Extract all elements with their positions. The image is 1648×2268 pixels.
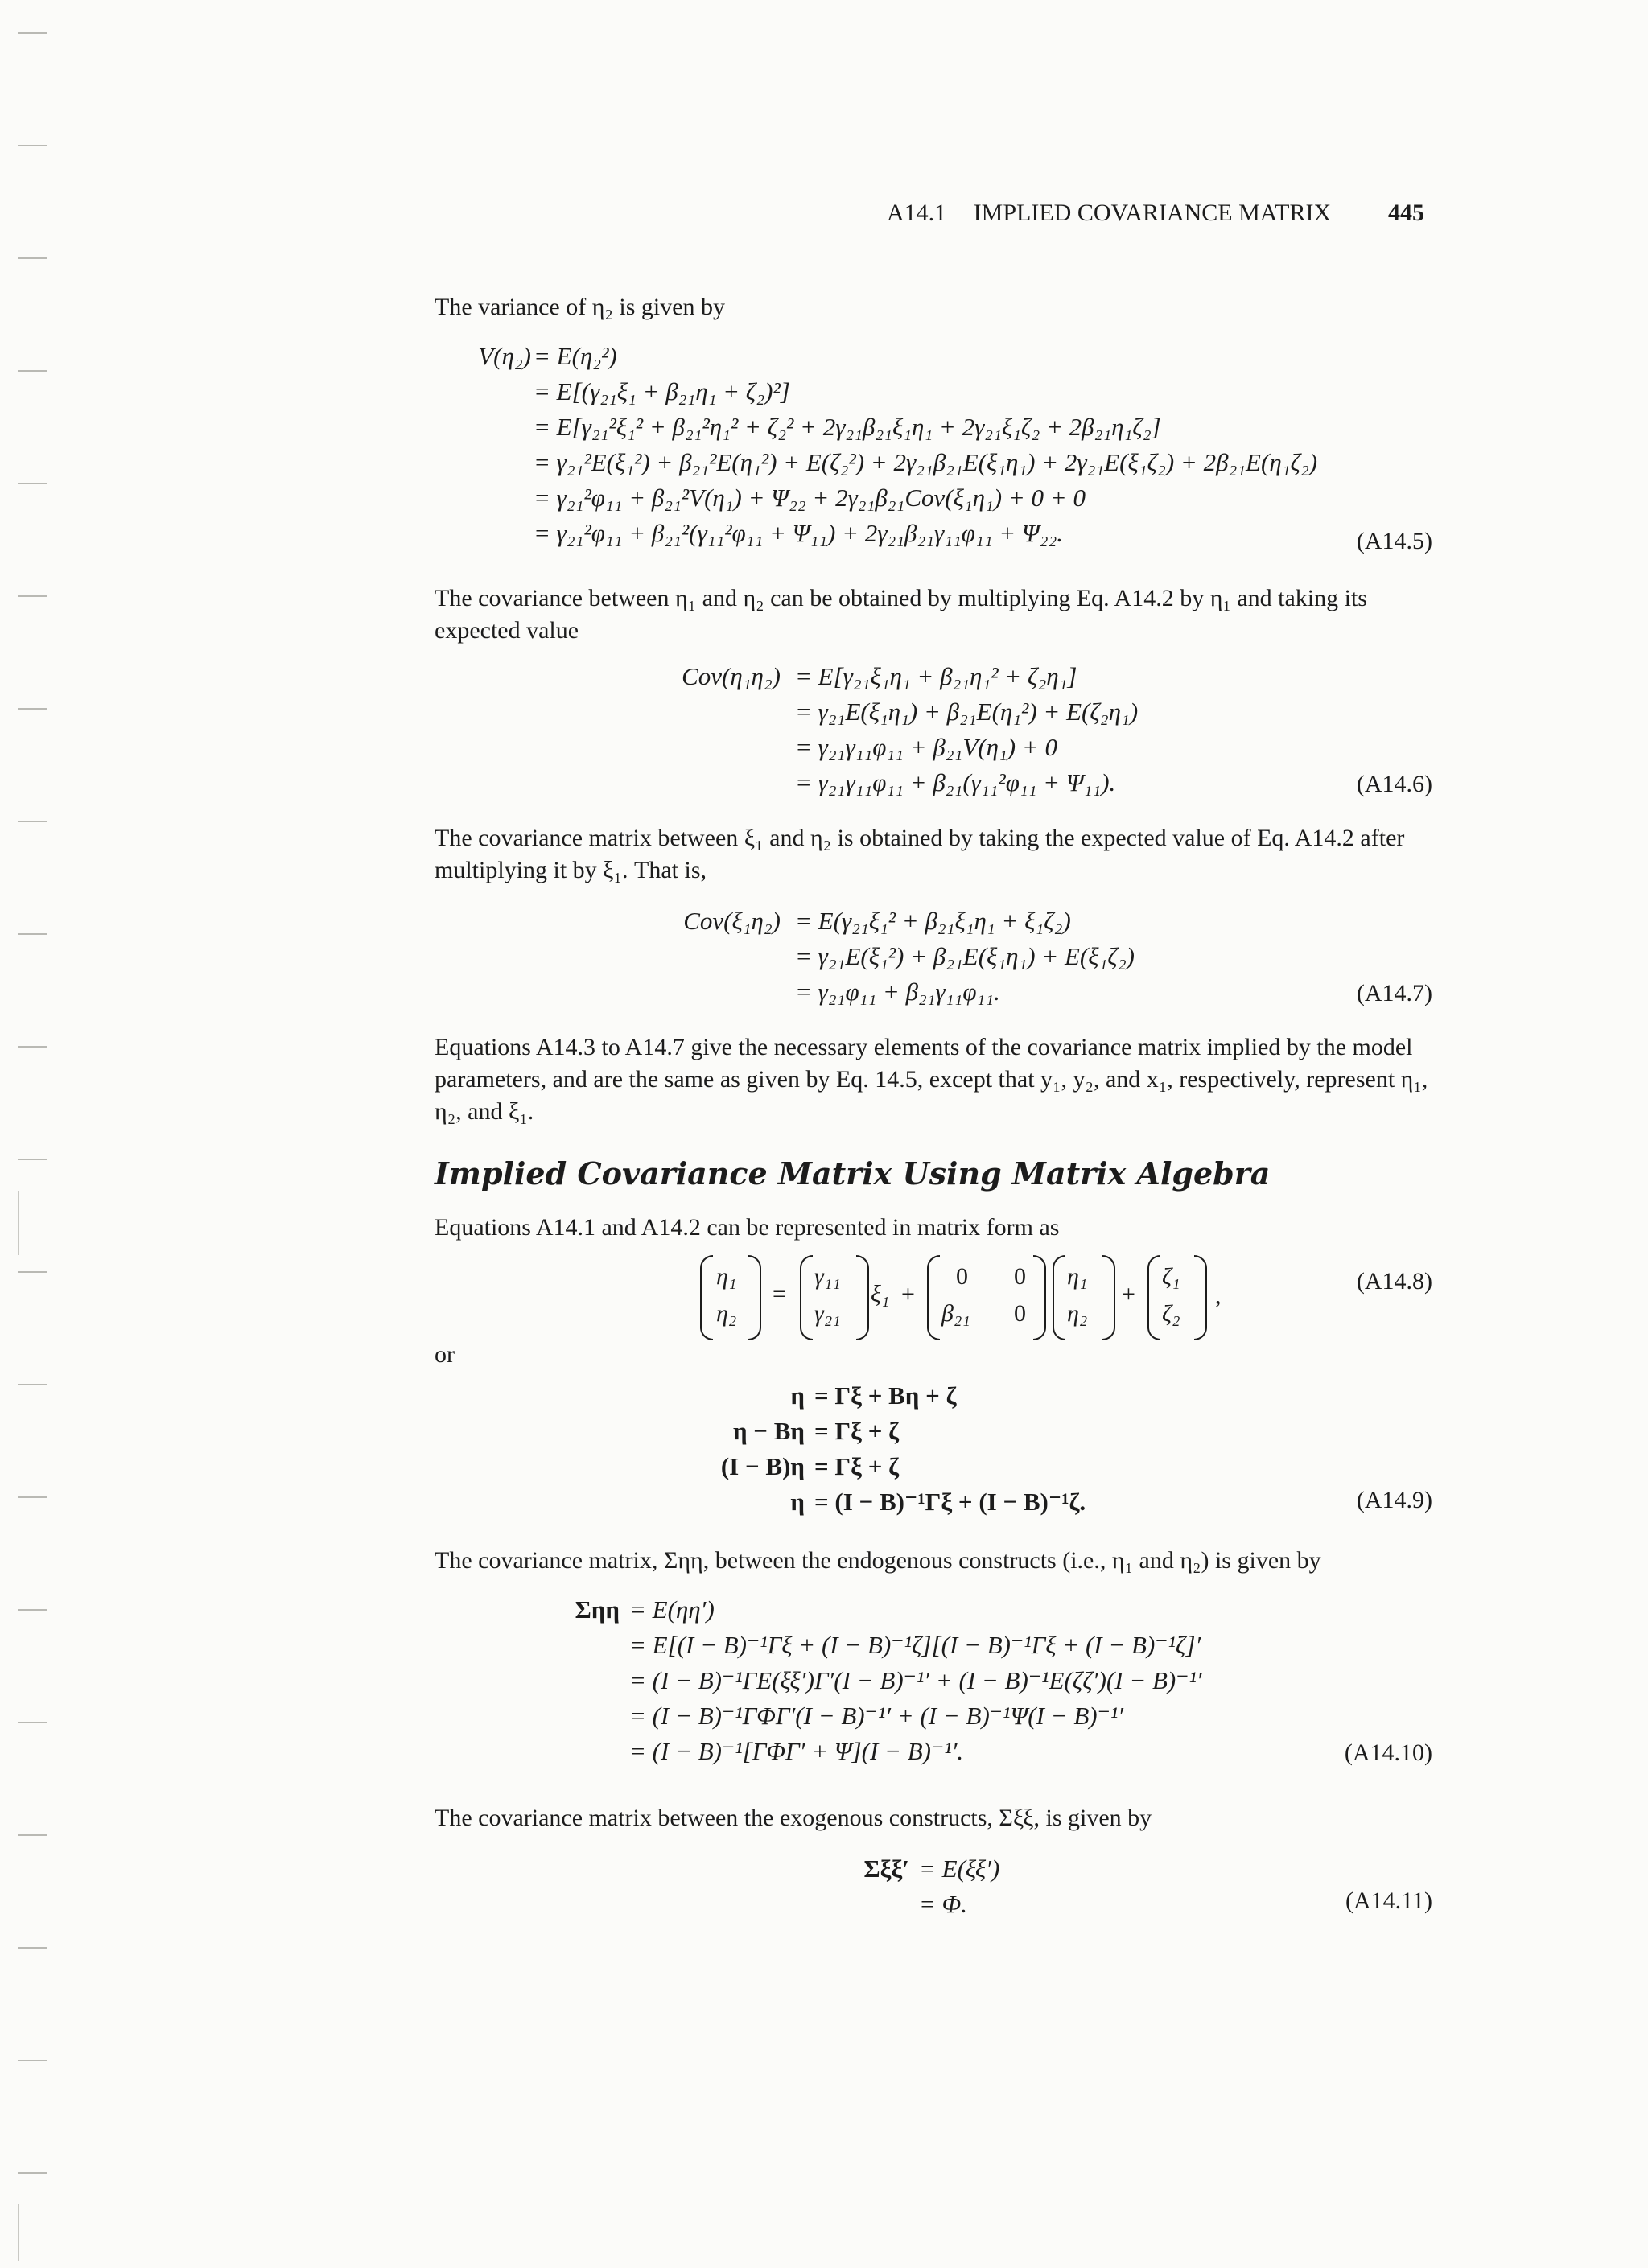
- paragraph-covariance-xi: The covariance matrix between ξ₁ and η₂ is obtained by taking the expected value of Eq. A14.2 after multiplying it by ξ₁. That is,: [435, 825, 1405, 883]
- eq-line: = E[γ₂₁ξ₁η₁ + β₂₁η₁² + ζ₂η₁]: [795, 662, 1077, 690]
- eq-line: = Γξ + ζ: [814, 1452, 899, 1480]
- matrix-cell: 0: [956, 1263, 968, 1290]
- eq-line: = E(η₂²): [534, 342, 617, 370]
- margin-mark: [18, 821, 47, 822]
- eq-line: = Φ.: [919, 1890, 968, 1918]
- eq-line: = (I − B)⁻¹[ΓΦΓ′ + Ψ](I − B)⁻¹′.: [629, 1737, 964, 1765]
- eq-lhs: V(η₂): [478, 342, 531, 370]
- eq-lhs: η: [790, 1381, 805, 1410]
- eq-line: = Γξ + ζ: [814, 1417, 899, 1445]
- left-paren: [927, 1255, 940, 1340]
- comma: ,: [1215, 1282, 1222, 1309]
- margin-mark: [18, 595, 47, 597]
- right-paren: [1033, 1255, 1046, 1340]
- margin-mark: [18, 1609, 47, 1611]
- eq-line: = E[(I − B)⁻¹Γξ + (I − B)⁻¹ζ][(I − B)⁻¹Γξ + (I − B)⁻¹ζ]′: [629, 1631, 1201, 1659]
- right-paren: [856, 1255, 869, 1340]
- margin-mark: [18, 708, 47, 710]
- eq-lhs: Cov(η₁η₂): [682, 662, 781, 690]
- eq-line: = γ₂₁²E(ξ₁²) + β₂₁²E(η₁²) + E(ζ₂²) + 2γ₂₁β₂₁E(ξ₁η₁) + 2γ₂₁E(ξ₁ζ₂) + 2β₂₁E(η₁ζ₂): [534, 448, 1318, 476]
- margin-mark: [18, 1834, 47, 1836]
- eq-line: = γ₂₁²φ₁₁ + β₂₁²(γ₁₁²φ₁₁ + Ψ₁₁) + 2γ₂₁β₂₁γ₁₁φ₁₁ + Ψ₂₂.: [534, 519, 1064, 547]
- margin-mark: [18, 1722, 47, 1723]
- margin-mark: [18, 32, 47, 34]
- eq-lhs: η: [790, 1488, 805, 1516]
- matrix-cell: 0: [1014, 1300, 1026, 1327]
- equation-number: (A14.5): [1356, 528, 1432, 554]
- equation-number: (A14.7): [1356, 980, 1432, 1006]
- right-paren: [748, 1255, 761, 1340]
- right-paren: [1102, 1255, 1115, 1340]
- eq-line: = E(ξξ′): [919, 1854, 1000, 1883]
- paragraph-variance-intro: The variance of η₂ is given by: [435, 294, 726, 320]
- eq-line: = γ₂₁γ₁₁φ₁₁ + β₂₁(γ₁₁²φ₁₁ + Ψ₁₁).: [795, 768, 1116, 796]
- paragraph-covariance-eta: The covariance between η₁ and η₂ can be obtained by multiplying Eq. A14.2 by η₁ and taking its expected value: [435, 585, 1367, 644]
- margin-mark: [18, 370, 47, 372]
- margin-mark: [18, 1159, 47, 1160]
- matrix-cell: η₁: [716, 1263, 737, 1290]
- eq-lhs: Cov(ξ₁η₂): [683, 907, 781, 935]
- paragraph-summary: Equations A14.3 to A14.7 give the necessary elements of the covariance matrix implied by the model parameters, and are the same as given by Eq. 14.5, except that y₁, y₂, and x₁, respectively, represent η₁, η₂, and ξ₁.: [435, 1034, 1428, 1125]
- margin-mark: [18, 1947, 47, 1949]
- eq-line: = E[(γ₂₁ξ₁ + β₂₁η₁ + ζ₂)²]: [534, 377, 790, 405]
- equation-number: (A14.6): [1356, 771, 1432, 797]
- equation-number: (A14.10): [1344, 1739, 1432, 1766]
- eq-line: = (I − B)⁻¹ΓΦΓ′(I − B)⁻¹′ + (I − B)⁻¹Ψ(I − B)⁻¹′: [629, 1702, 1124, 1730]
- eq-lhs: (I − B)η: [720, 1452, 805, 1480]
- equation-number: (A14.9): [1356, 1487, 1432, 1513]
- eq-line: = γ₂₁E(ξ₁²) + β₂₁E(ξ₁η₁) + E(ξ₁ζ₂): [795, 942, 1135, 970]
- paragraph-or: or: [435, 1341, 455, 1368]
- margin-mark: [18, 1496, 47, 1498]
- matrix-cell: 0: [1014, 1263, 1026, 1290]
- margin-mark: [18, 1384, 47, 1385]
- eq-line: = (I − B)⁻¹ΓE(ξξ′)Γ′(I − B)⁻¹′ + (I − B)⁻¹E(ζζ′)(I − B)⁻¹′: [629, 1666, 1202, 1694]
- left-paren: [800, 1255, 813, 1340]
- paragraph-matrix-form: Equations A14.1 and A14.2 can be represented in matrix form as: [435, 1214, 1060, 1241]
- margin-line: [18, 1191, 19, 1255]
- matrix-cell: η₁: [1067, 1263, 1088, 1290]
- margin-line: [18, 2204, 19, 2261]
- eq-line: = γ₂₁γ₁₁φ₁₁ + β₂₁V(η₁) + 0: [795, 733, 1057, 761]
- margin-mark: [18, 1046, 47, 1048]
- matrix-cell: ξ₁: [871, 1281, 890, 1307]
- right-paren: [1194, 1255, 1207, 1340]
- plus-sign: +: [1122, 1281, 1135, 1307]
- left-paren: [1053, 1255, 1065, 1340]
- left-paren: [1147, 1255, 1160, 1340]
- margin-mark: [18, 933, 47, 935]
- plus-sign: +: [901, 1281, 915, 1307]
- eq-lhs: Σηη: [575, 1595, 620, 1624]
- paragraph-exogenous: The covariance matrix between the exogenous constructs, Σξξ, is given by: [435, 1805, 1152, 1831]
- eq-line: = γ₂₁φ₁₁ + β₂₁γ₁₁φ₁₁.: [795, 978, 1000, 1006]
- matrix-cell: γ₁₁: [814, 1263, 841, 1290]
- page-number: 445: [1388, 200, 1424, 226]
- margin-mark: [18, 257, 47, 259]
- section-number: A14.1: [887, 200, 947, 226]
- margin-mark: [18, 483, 47, 484]
- left-paren: [700, 1255, 713, 1340]
- paragraph-endogenous: The covariance matrix, Σηη, between the endogenous constructs (i.e., η₁ and η₂) is given by: [435, 1547, 1321, 1574]
- running-header: [887, 200, 1434, 227]
- matrix-cell: γ₂₁: [814, 1300, 841, 1327]
- eq-line: = E[γ₂₁²ξ₁² + β₂₁²η₁² + ζ₂² + 2γ₂₁β₂₁ξ₁η₁ + 2γ₂₁ξ₁ζ₂ + 2β₂₁η₁ζ₂]: [534, 413, 1161, 441]
- margin-mark: [18, 145, 47, 146]
- margin-mark: [18, 2172, 47, 2174]
- eq-line: = γ₂₁E(ξ₁η₁) + β₂₁E(η₁²) + E(ζ₂η₁): [795, 698, 1139, 726]
- eq-line: = E(ηη′): [629, 1595, 715, 1624]
- equation-number: (A14.11): [1345, 1887, 1432, 1914]
- eq-lhs: Σξξ′: [863, 1854, 909, 1883]
- equation-number: (A14.8): [1356, 1268, 1432, 1295]
- matrix-cell: η₂: [1067, 1300, 1088, 1327]
- eq-line: = E(γ₂₁ξ₁² + β₂₁ξ₁η₁ + ξ₁ζ₂): [795, 907, 1071, 935]
- matrix-cell: β₂₁: [941, 1300, 970, 1327]
- matrix-cell: ζ₂: [1162, 1300, 1180, 1327]
- section-heading: Implied Covariance Matrix Using Matrix Algebra: [435, 1155, 1271, 1192]
- eq-line: = (I − B)⁻¹Γξ + (I − B)⁻¹ζ.: [814, 1488, 1086, 1516]
- eq-lhs: η − Bη: [732, 1417, 805, 1445]
- margin-mark: [18, 1271, 47, 1273]
- running-title: IMPLIED COVARIANCE MATRIX: [973, 200, 1332, 226]
- margin-mark: [18, 2060, 47, 2061]
- binding-margin-marks: [18, 0, 50, 2268]
- eq-line: = Γξ + Bη + ζ: [814, 1381, 957, 1410]
- matrix-cell: ζ₁: [1162, 1263, 1180, 1290]
- eq-line: = γ₂₁²φ₁₁ + β₂₁²V(η₁) + Ψ₂₂ + 2γ₂₁β₂₁Cov(ξ₁η₁) + 0 + 0: [534, 484, 1086, 512]
- matrix-cell: η₂: [716, 1300, 737, 1327]
- equals-sign: =: [772, 1281, 786, 1307]
